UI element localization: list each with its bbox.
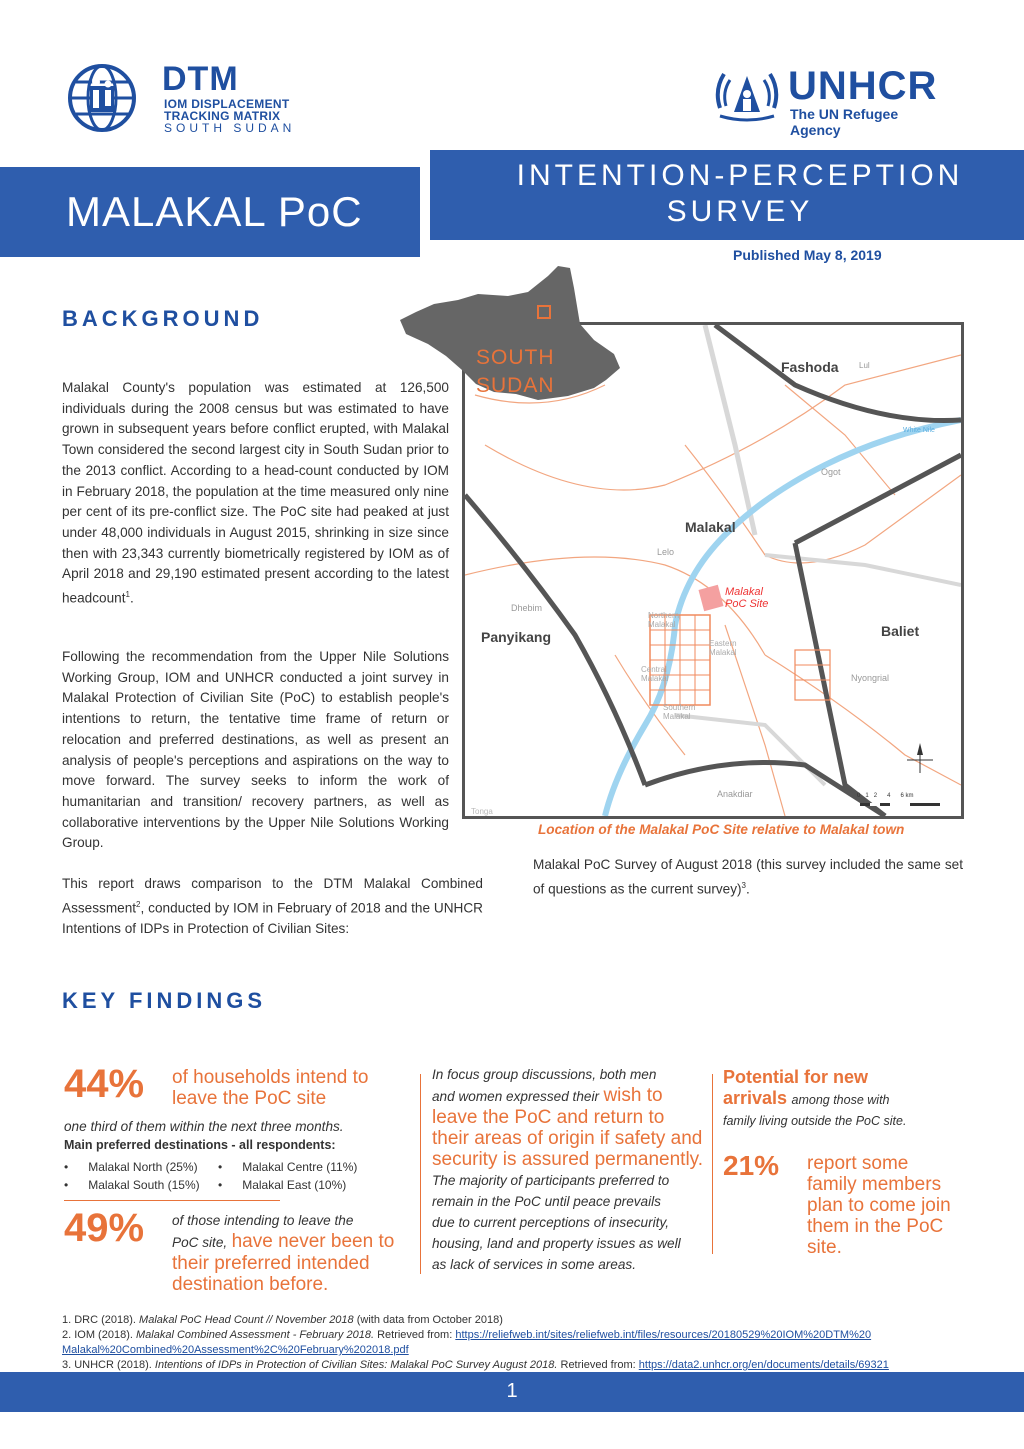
scale-unit: km bbox=[905, 793, 914, 799]
finding-1-subtext: one third of them within the next three months. bbox=[64, 1119, 344, 1134]
background-paragraph-3 bbox=[62, 874, 483, 940]
finding-2-line-b: PoC site, bbox=[172, 1235, 228, 1250]
destination-item: • Malakal South (15%) bbox=[64, 1178, 200, 1192]
focus-line-4: leave the PoC and return to bbox=[432, 1107, 665, 1128]
footnote-2-source: 2. IOM (2018). bbox=[62, 1329, 133, 1341]
focus-line-6: security is assured permanently. bbox=[432, 1149, 704, 1170]
footnote-1 bbox=[62, 1313, 962, 1328]
focus-line-5: their areas of origin if safety and bbox=[432, 1128, 703, 1149]
column-divider-left bbox=[420, 1074, 421, 1274]
key-findings-heading: KEY FINDINGS bbox=[62, 988, 267, 1013]
finding-3-line3: plan to come join bbox=[807, 1195, 951, 1216]
scale-label: 0 bbox=[857, 793, 861, 799]
background-paragraph-3-cont bbox=[533, 855, 963, 900]
map-label-malakal: Malakal bbox=[685, 519, 736, 535]
map-label-southern-2: Malakal bbox=[663, 712, 691, 721]
focus-line-8: remain in the PoC until peace prevails bbox=[432, 1194, 661, 1209]
destination-item: • Malakal North (25%) bbox=[64, 1160, 198, 1174]
map-label-baliet: Baliet bbox=[881, 623, 920, 639]
map-label-central-1: Central bbox=[641, 665, 667, 674]
scale-label: 4 bbox=[887, 793, 891, 799]
background-p3-cont-text: Malakal PoC Survey of August 2018 (this survey included the same set of questions as the current survey) bbox=[533, 857, 963, 897]
survey-title bbox=[430, 158, 1024, 230]
footnote-2-link[interactable]: https://reliefweb.int/sites/reliefweb.int/files/resources/20180529%20IOM%20DTM%20 bbox=[455, 1329, 872, 1341]
map-label-anakdiar: Anakdiar bbox=[717, 789, 753, 799]
map-label-eastern-malakal bbox=[709, 639, 737, 657]
map-label-lelo: Lelo bbox=[657, 547, 675, 557]
finding-3-line1: report some bbox=[807, 1153, 909, 1174]
finding-3-line4: them in the PoC bbox=[807, 1216, 944, 1237]
dtm-line3: SOUTH SUDAN bbox=[164, 121, 296, 135]
unhcr-title: UNHCR bbox=[788, 64, 938, 108]
map-label-eastern-1: Eastern bbox=[709, 639, 737, 648]
focus-line-10: housing, land and property issues as well bbox=[432, 1236, 681, 1251]
finding-2-percentage: 49% bbox=[64, 1206, 145, 1250]
focus-line-7: The majority of participants preferred to bbox=[432, 1173, 670, 1188]
destination-item: • Malakal Centre (11%) bbox=[218, 1160, 358, 1174]
background-heading: BACKGROUND bbox=[62, 306, 264, 331]
survey-title-line2: SURVEY bbox=[666, 195, 814, 228]
page-title: MALAKAL PoC bbox=[66, 188, 363, 235]
footnote-1-source: 1. DRC (2018). bbox=[62, 1314, 136, 1326]
finding-new-arrivals bbox=[723, 1067, 963, 1132]
map-label-northern-2: Malakal bbox=[648, 620, 676, 629]
focus-line-11: as lack of services in some areas. bbox=[432, 1257, 636, 1272]
background-p1-text: Malakal County's population was estimated at 126,500 individuals during the 2008 census but was estimated to have grown in subsequent years before conflict erupted, with Malakal Town considered the second largest city in South Sudan prior to the 2013 conflict. According to a head-count conducted by IOM in February 2018, the population at the time measured only nine per cent of its pre-conflict size. The PoC site had peaked at just under 48,000 individuals in August 2015, shrinking in size since then with 23,343 currently biometrically registered by IOM as of April 2018 and 29,190 estimated present according to the latest headcount bbox=[62, 380, 449, 606]
destinations-title: Main preferred destinations - all respondents: bbox=[64, 1138, 336, 1152]
finding-2-line-c: have never been to bbox=[231, 1231, 395, 1252]
column-divider-right bbox=[712, 1074, 713, 1254]
unhcr-subtitle: The UN Refugee Agency bbox=[790, 106, 899, 138]
finding-2-line-d: their preferred intended bbox=[172, 1253, 370, 1274]
map-label-northern-1: Northern bbox=[648, 611, 680, 620]
survey-title-line1: INTENTION-PERCEPTION bbox=[516, 159, 964, 192]
focus-line-3: wish to bbox=[603, 1085, 663, 1106]
footnote-ref-1: 1 bbox=[125, 590, 130, 600]
background-p3-cont-end: . bbox=[746, 881, 750, 897]
footnote-2-link-cont[interactable]: Malakal%20Combined%20Assessment%2C%20February%202018.pdf bbox=[62, 1344, 409, 1356]
scale-label: 1 bbox=[865, 793, 869, 799]
focus-line-9: due to current perceptions of insecurity, bbox=[432, 1215, 670, 1230]
destination-item: • Malakal East (10%) bbox=[218, 1178, 347, 1192]
map-label-dhebim: Dhebim bbox=[511, 603, 543, 613]
published-date: Published May 8, 2019 bbox=[733, 247, 882, 263]
footnote-1-note: (with data from October 2018) bbox=[356, 1314, 503, 1326]
map-caption: Location of the Malakal PoC Site relative to Malakal town bbox=[538, 822, 905, 837]
finding-3-line2: family members bbox=[807, 1174, 942, 1195]
background-p3-text-b: , conducted by IOM in February of 2018 and the UNHCR Intentions of IDPs in Protection of Civilian Sites: bbox=[62, 900, 483, 936]
destination-label: Malakal Centre (11%) bbox=[242, 1160, 358, 1174]
inset-country-line1: SOUTH bbox=[476, 346, 555, 369]
footnote-ref-3: 3 bbox=[741, 880, 746, 890]
finding-3-percentage: 21% bbox=[723, 1150, 780, 1181]
map-label-southern-malakal bbox=[663, 703, 695, 721]
footnotes bbox=[62, 1313, 962, 1373]
footnote-3-retrieved: Retrieved from: bbox=[560, 1359, 636, 1371]
background-paragraph-1 bbox=[62, 378, 449, 609]
arrivals-title-1: Potential for new bbox=[723, 1067, 869, 1087]
inset-country-line2: SUDAN bbox=[476, 374, 555, 397]
inset-country-label bbox=[476, 344, 555, 400]
scale-bar bbox=[860, 803, 940, 806]
map-label-white-nile: White Nile bbox=[903, 427, 935, 434]
map-label-eastern-2: Malakal bbox=[709, 648, 737, 657]
unhcr-emblem-icon bbox=[712, 64, 782, 124]
footnote-2-title: Malakal Combined Assessment - February 2018. bbox=[135, 1329, 375, 1341]
footnote-3-link[interactable]: https://data2.unhcr.org/en/documents/details/69321 bbox=[638, 1359, 889, 1371]
scale-label: 2 bbox=[873, 793, 878, 799]
page-number: 1 bbox=[506, 1380, 518, 1402]
background-p1-end: . bbox=[129, 590, 134, 606]
footnote-3-source: 3. UNHCR (2018). bbox=[62, 1359, 152, 1371]
background-paragraph-2: Following the recommendation from the Upper Nile Solutions Working Group, IOM and UNHCR conducted a joint survey in Malakal Protection of Civilian Site (PoC) to establish people's intentions to return, the tentative time frame of return or relocation and preferred destinations, as well as present an analysis of people's perceptions and aspirations on the way to move forward. The survey seeks to inform the work of humanitarian and transition/ recovery partners, as well as collaborative interventions by the Upper Nile Solutions Working Group. bbox=[62, 649, 449, 851]
map-label-northern-malakal bbox=[648, 611, 679, 629]
map-label-ogot: Ogot bbox=[821, 467, 841, 477]
background-p3-text: This report draws comparison to the DTM Malakal Combined Assessment bbox=[62, 876, 483, 916]
map-label-tonga: Tonga bbox=[471, 807, 493, 816]
focus-line-2: and women expressed their bbox=[432, 1089, 599, 1104]
finding-2-line-e: destination before. bbox=[172, 1274, 329, 1295]
finding-focus-group bbox=[432, 1064, 712, 1275]
map-label-central-malakal bbox=[641, 665, 669, 683]
iom-globe-icon bbox=[60, 60, 154, 136]
finding-2-text bbox=[172, 1210, 412, 1295]
arrivals-sub-2: family living outside the PoC site. bbox=[723, 1114, 907, 1128]
unhcr-logo bbox=[712, 64, 952, 138]
map-label-nyongrial: Nyongrial bbox=[851, 673, 890, 683]
finding-1-line1: of households intend to bbox=[172, 1067, 369, 1088]
map-label-central-2: Malakal bbox=[641, 674, 669, 683]
footnote-2-cont bbox=[62, 1343, 962, 1358]
footnote-3-title: Intentions of IDPs in Protection of Civilian Sites: Malakal PoC Survey August 2018. bbox=[154, 1359, 558, 1371]
map-label-lul: Lul bbox=[859, 361, 870, 370]
finding-1-percentage: 44% bbox=[64, 1062, 145, 1106]
map-label-southern-1: Southern bbox=[663, 703, 696, 712]
finding-divider bbox=[64, 1200, 280, 1201]
destination-label: Malakal North (25%) bbox=[88, 1160, 198, 1174]
footnote-2 bbox=[62, 1328, 962, 1343]
scale-label: 6 bbox=[900, 793, 904, 799]
finding-2-line-a: of those intending to leave the bbox=[172, 1213, 354, 1228]
finding-1-text bbox=[172, 1067, 369, 1109]
dtm-line2: TRACKING MATRIX bbox=[164, 109, 281, 123]
destination-label: Malakal South (15%) bbox=[88, 1178, 200, 1192]
map-label-fashoda: Fashoda bbox=[781, 359, 839, 375]
dtm-title: DTM bbox=[162, 60, 239, 98]
footnote-ref-2: 2 bbox=[136, 899, 141, 909]
finding-3-line5: site. bbox=[807, 1237, 842, 1258]
dtm-subtitle bbox=[164, 98, 295, 134]
scale-labels bbox=[857, 793, 913, 799]
map-label-poc-site bbox=[725, 586, 768, 610]
focus-line-1: In focus group discussions, both men bbox=[432, 1067, 657, 1082]
finding-1-line2: leave the PoC site bbox=[172, 1088, 327, 1109]
map-label-poc-line1: Malakal bbox=[725, 586, 763, 598]
dtm-logo bbox=[60, 58, 305, 138]
map-label-poc-line2: PoC Site bbox=[725, 598, 769, 610]
footnote-3 bbox=[62, 1358, 962, 1373]
finding-3-text bbox=[807, 1153, 951, 1258]
destination-label: Malakal East (10%) bbox=[242, 1178, 347, 1192]
dtm-line1: IOM DISPLACEMENT bbox=[164, 97, 290, 111]
arrivals-title-2: arrivals bbox=[723, 1088, 788, 1108]
footnote-1-title: Malakal PoC Head Count // November 2018 bbox=[139, 1314, 354, 1326]
footnote-2-retrieved: Retrieved from: bbox=[377, 1329, 453, 1341]
map-label-panyikang: Panyikang bbox=[481, 629, 552, 645]
arrivals-sub-1: among those with bbox=[791, 1093, 890, 1107]
